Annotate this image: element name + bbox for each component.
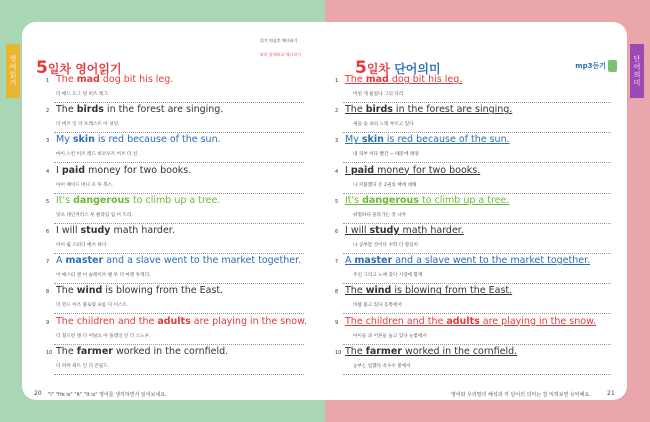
key-word: study [369,225,400,236]
sentence-text: are playing in the snow. [479,315,596,327]
sentence-text: The [345,104,366,116]
dotted-rule [54,101,304,103]
sentence-number: 8 [46,289,50,296]
key-word: birds [365,104,393,116]
check-note-bottom: 따라 말해보고 체크하기 [260,52,302,57]
sentence-text: math harder. [110,225,175,236]
sentence-text: and a slave went to the market together. [392,255,591,267]
dotted-rule [54,343,304,345]
sentence-text: to climb up a tree. [418,194,510,206]
dotted-rule [54,252,304,254]
dotted-rule [54,312,304,314]
meaning-line: 아이들 과 어른들 놀고 있다 눈밭에서 [353,333,427,339]
key-word: farmer [365,345,402,357]
english-sentence [345,346,517,357]
key-word: dangerous [73,194,130,206]
key-word: farmer [76,345,113,357]
dotted-rule [343,161,611,163]
key-word: dangerous [362,194,419,206]
key-word: master [354,255,393,267]
english-sentence [345,74,462,85]
sentence-text: A [345,255,355,267]
key-word: mad [76,74,100,85]
sentence-text: I will [345,225,370,236]
meaning-line: 새들 숲 속의 노래 부르고 있다 [353,122,414,128]
meaning-line: 나 공부할 것이다 수학 더 열심히 [353,243,418,248]
english-sentence [345,134,510,145]
sentence-text: The [56,285,77,297]
key-word: paid [61,164,86,176]
sentence-text: I will [56,225,81,236]
dotted-rule [343,343,611,345]
english-sentence [345,165,480,176]
page-number-right: 21 [607,390,615,397]
page-number-left: 20 [34,390,42,397]
sentence-text: The [345,345,366,357]
dotted-rule [54,131,304,133]
sentence-number: 1 [46,78,50,84]
sentence-text: are playing in the snow. [190,315,307,327]
sentence-text: The [56,104,77,116]
sentence-text: I [345,164,351,176]
sentence-text: The [345,285,366,297]
key-word: adults [157,315,191,327]
sentence-number: 10 [335,349,342,356]
left-footer-note: "I" "He is" "It" "It is" 영어를 생각하면서 읽어보세요. [48,392,167,398]
sentence-number: 1 [335,78,339,84]
sentence-text: The children and the [56,315,158,327]
meaning-line: 나 지불했다 돈 2권의 책에 대해 [353,182,417,188]
sentence-text: My [56,134,73,146]
dotted-rule [343,282,611,284]
key-word: adults [446,315,480,327]
sentence-number: 2 [46,108,50,115]
sentence-number: 5 [335,198,339,205]
key-word: paid [350,164,375,176]
meaning-line: 농부는 일했다 옥수수 밭에서 [353,363,411,369]
meaning-line: 주인 그리고 노예 갔다 시장에 함께 [353,273,423,279]
english-sentence [56,346,228,357]
sentence-text: money for two books. [85,164,192,176]
dotted-rule [54,373,304,375]
key-word: master [65,255,104,267]
dotted-rule [343,131,611,133]
english-sentence [56,74,173,85]
sentence-number: 2 [335,108,339,115]
title-day-number: 5 [355,58,367,78]
pronunciation-line: 더 버즈 인 더 포레스트 아 싱잉. [56,122,120,128]
pronunciation-line: 잇츠 데인저러스 투 클라임 업 어 트리. [56,212,133,218]
key-word: skin [361,134,384,146]
meaning-line: 내 피부 이다 빨간 ~ 때문에 태양 [353,152,419,158]
pronunciation-line: 더 윈드 이즈 블로윙 프롬 디 이스트. [56,303,129,309]
key-word: wind [76,285,103,297]
left-side-tab: 영어읽기 [6,44,20,98]
english-sentence [345,225,464,236]
title-day-label: 일차 [47,62,72,76]
sentence-text: is red because of the sun. [94,134,221,146]
sentence-text: The [56,345,77,357]
dotted-rule [343,252,611,254]
english-sentence [345,104,512,115]
sentence-number: 4 [46,168,50,175]
sentence-number: 9 [46,319,50,326]
right-side-tab: 단어의미 [630,44,644,98]
sentence-text: and a slave went to the market together. [103,255,302,267]
sentence-text: dog bit his leg. [388,74,463,85]
dotted-rule [343,101,611,103]
meaning-line: 미친 개 물었다 그의 다리 [353,92,404,97]
key-word: study [80,225,111,236]
sentence-number: 3 [46,138,50,145]
check-note-top: 읽기 연습후 체크하기 [260,38,298,43]
dotted-rule [54,161,304,163]
pronunciation-line: 어 매스터 앤 어 슬레이브 웬 투 더 마켓 투게더. [56,273,151,279]
dotted-rule [343,222,611,224]
left-page [22,22,325,400]
sentence-text: The [56,74,77,85]
sentence-text: It's [56,194,74,206]
english-sentence [56,285,223,296]
english-sentence [345,285,512,296]
sentence-text: is red because of the sun. [383,134,510,146]
sentence-number: 3 [335,138,339,145]
key-word: wind [365,285,392,297]
english-sentence [56,255,301,266]
dotted-rule [54,282,304,284]
sentence-text: I [56,164,62,176]
sentence-number: 7 [46,259,50,266]
english-sentence [345,316,596,327]
sentence-number: 10 [46,349,53,356]
pronunciation-line: 마이 스킨 이즈 레드 비코우즈 어브 더 선. [56,152,139,158]
key-word: birds [76,104,104,116]
dotted-rule [54,222,304,224]
sentence-text: math harder. [399,225,464,236]
english-sentence [56,195,220,206]
english-sentence [345,195,509,206]
pronunciation-line: 더 매드 도그 빗 히즈 레그. [56,92,110,97]
dotted-rule [343,373,611,375]
sentence-text: It's [345,194,363,206]
sentence-number: 6 [46,229,50,235]
sentence-number: 7 [335,259,339,266]
right-footer-note: 영어와 우리말의 해석과 각 단어의 의미는 잘 익혀보면 유익해요. [451,392,591,398]
english-sentence [56,134,221,145]
title-day-number: 5 [36,58,48,78]
key-word: mad [365,74,389,85]
dotted-rule [343,312,611,314]
sentence-text: to climb up a tree. [129,194,221,206]
mp3-label: mp3듣기 [575,62,606,70]
sentence-text: The children and the [345,315,447,327]
sentence-text: A [56,255,66,267]
title-text: 단어의미 [394,62,441,76]
english-sentence [56,316,307,327]
audio-icon [608,60,617,72]
english-sentence [56,165,191,176]
sentence-text: worked in the cornfield. [112,345,229,357]
right-page [325,22,627,400]
sentence-text: worked in the cornfield. [401,345,518,357]
sentence-text: dog bit his leg. [99,74,174,85]
sentence-text: in the forest are singing. [392,104,513,116]
dotted-rule [54,192,304,194]
sentence-text: is blowing from the East. [102,285,224,297]
sentence-text: The [345,74,366,85]
title-text: 영어읽기 [75,62,122,76]
title-day-label: 일차 [366,62,391,76]
sentence-number: 4 [335,168,339,175]
sentence-text: in the forest are singing. [103,104,224,116]
sentence-text: My [345,134,362,146]
english-sentence [345,255,590,266]
english-sentence [56,225,175,236]
dotted-rule [343,192,611,194]
meaning-line: 위험하다 올라가는 것 나무 [353,212,407,218]
mp3-listen-button[interactable] [575,60,617,72]
sentence-text: is blowing from the East. [391,285,513,297]
sentence-number: 9 [335,319,339,326]
pronunciation-line: 아이 윌 스터디 매쓰 하더. [56,243,108,248]
sentence-number: 6 [335,229,339,235]
key-word: skin [72,134,95,146]
pronunciation-line: 더 파머 웍트 인 더 콘필드. [56,363,110,369]
pronunciation-line: 더 칠드런 앤 디 어덜츠 아 플레잉 인 더 스노우. [56,333,151,339]
sentence-number: 5 [46,198,50,205]
sentence-text: money for two books. [374,164,481,176]
meaning-line: 바람 불고 있다 동쪽에서 [353,303,402,309]
english-sentence [56,104,223,115]
sentence-number: 8 [335,289,339,296]
pronunciation-line: 아이 페이드 머니 포 투 북스. [56,182,114,188]
